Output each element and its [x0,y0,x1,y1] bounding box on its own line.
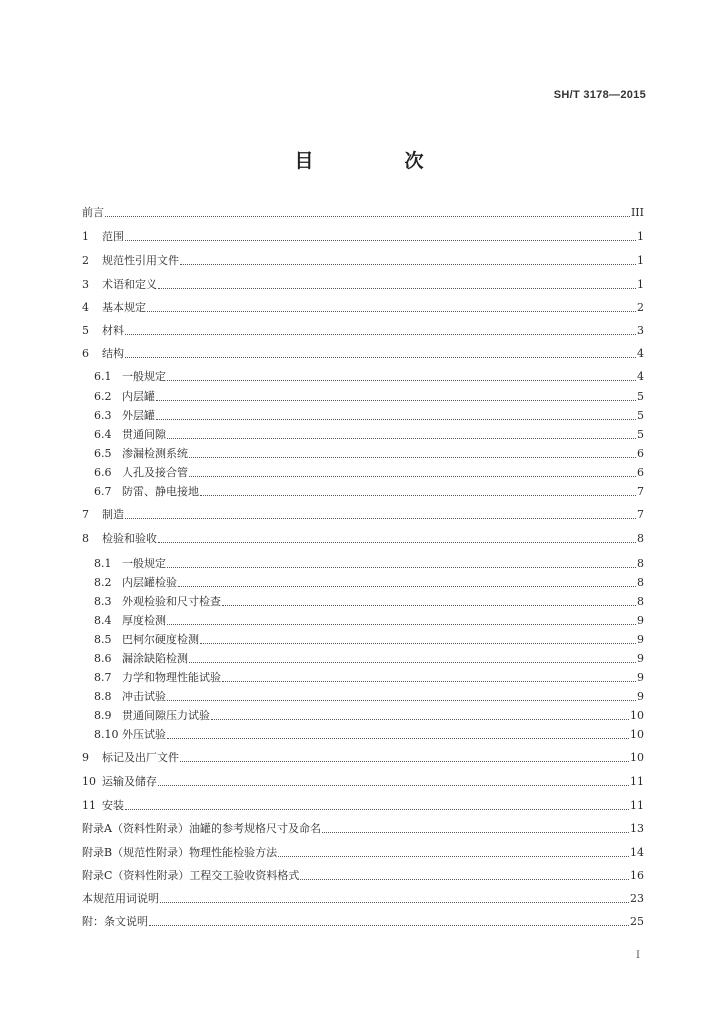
toc-entry-label: 一般规定 [122,557,166,570]
toc-entry-label: 附录A（资料性附录）油罐的参考规格尺寸及命名 [82,822,321,835]
toc-leader-dots [278,856,629,857]
toc-leader-dots [200,495,636,496]
toc-entry-number: 6.3 [94,409,112,422]
toc-entry-page: 6 [637,447,644,460]
toc-entry[interactable] [82,202,644,220]
toc-entry-page: 8 [637,532,644,545]
toc-entry-label: 本规范用词说明 [82,892,159,905]
toc-entry-page: 8 [637,557,644,570]
toc-leader-dots [125,240,636,241]
toc-leader-dots [105,216,630,217]
toc-subentry[interactable] [94,629,644,647]
toc-entry-number: 8.1 [94,557,112,570]
toc-entry-label: 渗漏检测系统 [122,447,188,460]
toc-entry-label: 力学和物理性能试验 [122,671,221,684]
toc-entry-label: 检验和验收 [102,532,157,545]
toc-leader-dots [178,586,636,587]
toc-subentry[interactable] [94,462,644,480]
toc-entry-page: 1 [637,278,644,291]
toc-leader-dots [167,738,629,739]
toc-leader-dots [125,357,636,358]
toc-subentry[interactable] [94,572,644,590]
toc-leader-dots [222,605,636,606]
toc-entry[interactable] [82,343,644,361]
toc-subentry[interactable] [94,724,644,742]
toc-entry-number: 4 [82,301,89,314]
toc-entry-page: 9 [637,690,644,703]
toc-leader-dots [156,419,636,420]
toc-leader-dots [189,662,636,663]
toc-entry-number: 6.4 [94,428,112,441]
toc-entry-number: 8.10 [94,728,119,741]
toc-entry-page: 5 [637,409,644,422]
toc-entry-page: 5 [637,428,644,441]
toc-entry[interactable] [82,504,644,522]
toc-entry[interactable] [82,226,644,244]
toc-subentry[interactable] [94,481,644,499]
toc-entry-number: 1 [82,230,89,243]
page-number: I [636,950,640,961]
toc-entry-page: 10 [630,709,644,722]
toc-leader-dots [125,809,629,810]
toc-entry-page: 5 [637,390,644,403]
toc-entry-number: 2 [82,254,89,267]
toc-entry-label: 贯通间隙 [122,428,166,441]
toc-leader-dots [125,518,636,519]
toc-entry-number: 10 [82,775,96,788]
toc-entry[interactable] [82,274,644,292]
toc-entry-page: 4 [637,370,644,383]
toc-entry-number: 8.4 [94,614,112,627]
toc-entry-page: 9 [637,671,644,684]
toc-entry[interactable] [82,747,644,765]
toc-leader-dots [158,542,636,543]
toc-entry-label: 运输及储存 [102,775,157,788]
toc-leader-dots [189,476,636,477]
toc-entry-label: 材料 [102,324,124,337]
toc-entry-number: 9 [82,751,89,764]
toc-entry-number: 8.5 [94,633,112,646]
toc-entry-number: 7 [82,508,89,521]
toc-entry-label: 外观检验和尺寸检查 [122,595,221,608]
toc-leader-dots [167,567,636,568]
toc-entry-page: 10 [630,728,644,741]
toc-entry-label: 前言 [82,206,104,219]
toc-entry-page: 9 [637,614,644,627]
toc-leader-dots [300,879,629,880]
toc-subentry[interactable] [94,648,644,666]
page-title: 目 次 [294,150,460,172]
toc-entry[interactable] [82,528,644,546]
toc-entry[interactable] [82,297,644,315]
toc-entry-page: 10 [630,751,644,764]
toc-entry-page: 16 [630,869,644,882]
toc-entry-page: 11 [630,775,644,788]
toc-entry-page: 7 [637,508,644,521]
toc-entry-number: 8.2 [94,576,112,589]
toc-subentry[interactable] [94,610,644,628]
toc-leader-dots [167,624,636,625]
toc-entry-label: 巴柯尔硬度检测 [122,633,199,646]
toc-leader-dots [149,925,629,926]
toc-entry-page: 9 [637,652,644,665]
toc-entry-label: 人孔及接合管 [122,466,188,479]
toc-leader-dots [167,700,636,701]
toc-entry-page: 23 [630,892,644,905]
toc-entry-page: 9 [637,633,644,646]
toc-entry-label: 基本规定 [102,301,146,314]
toc-subentry[interactable] [94,443,644,461]
toc-entry-page: 8 [637,576,644,589]
toc-subentry[interactable] [94,424,644,442]
toc-entry[interactable] [82,818,644,836]
toc-leader-dots [147,311,636,312]
toc-leader-dots [222,681,636,682]
toc-entry-number: 11 [82,799,96,812]
toc-entry-label: 附录B（规范性附录）物理性能检验方法 [82,846,278,859]
toc-entry-label: 内层罐 [122,390,155,403]
toc-entry-page: 13 [630,822,644,835]
toc-entry[interactable] [82,842,644,860]
toc-entry-page: 25 [630,915,644,928]
toc-entry-label: 安装 [102,799,124,812]
toc-entry-number: 6.5 [94,447,112,460]
toc-entry-label: 冲击试验 [122,690,166,703]
toc-entry-number: 6.2 [94,390,112,403]
toc-entry[interactable] [82,888,644,906]
toc-leader-dots [158,288,636,289]
toc-entry-label: 漏涂缺陷检测 [122,652,188,665]
toc-entry-number: 8.8 [94,690,112,703]
toc-entry-page: 7 [637,485,644,498]
toc-entry-number: 8.6 [94,652,112,665]
toc-entry-label: 防雷、静电接地 [122,485,199,498]
toc-entry-number: 8.3 [94,595,112,608]
toc-entry-number: 6 [82,347,89,360]
toc-subentry[interactable] [94,553,644,571]
toc-entry-number: 3 [82,278,89,291]
toc-entry-label: 结构 [102,347,124,360]
toc-entry[interactable] [82,771,644,789]
toc-entry-number: 8 [82,532,89,545]
toc-entry-label: 标记及出厂文件 [102,751,179,764]
toc-entry-page: 11 [630,799,644,812]
toc-entry-page: 1 [637,254,644,267]
toc-subentry[interactable] [94,686,644,704]
toc-subentry[interactable] [94,667,644,685]
toc-entry-label: 内层罐检验 [122,576,177,589]
toc-subentry[interactable] [94,405,644,423]
toc-entry-page: 14 [630,846,644,859]
toc-entry-label: 外压试验 [122,728,166,741]
toc-subentry[interactable] [94,386,644,404]
toc-leader-dots [211,719,629,720]
toc-leader-dots [125,334,636,335]
toc-entry[interactable] [82,795,644,813]
toc-entry[interactable] [82,865,644,883]
toc-entry-number: 6.6 [94,466,112,479]
toc-entry-page: 6 [637,466,644,479]
toc-entry-label: 规范性引用文件 [102,254,179,267]
toc-leader-dots [167,380,636,381]
toc-entry-label: 术语和定义 [102,278,157,291]
toc-entry-label: 制造 [102,508,124,521]
toc-entry-label: 一般规定 [122,370,166,383]
toc-leader-dots [158,785,629,786]
toc-entry-label: 贯通间隙压力试验 [122,709,210,722]
toc-entry-page: 1 [637,230,644,243]
toc-leader-dots [180,761,629,762]
toc-subentry[interactable] [94,366,644,384]
toc-entry-number: 8.9 [94,709,112,722]
toc-entry-label: 附：条文说明 [82,915,148,928]
toc-entry-number: 5 [82,324,89,337]
toc-entry-page: 4 [637,347,644,360]
toc-entry-number: 6.1 [94,370,112,383]
toc-entry-label: 外层罐 [122,409,155,422]
toc-leader-dots [200,643,636,644]
toc-leader-dots [167,438,636,439]
toc-entry[interactable] [82,250,644,268]
toc-leader-dots [180,264,636,265]
toc-entry-page: 8 [637,595,644,608]
toc-leader-dots [156,400,636,401]
toc-entry-number: 6.7 [94,485,112,498]
toc-entry[interactable] [82,320,644,338]
toc-entry-label: 范围 [102,230,124,243]
toc-subentry[interactable] [94,705,644,723]
toc-entry-page: 2 [637,301,644,314]
toc-entry-label: 厚度检测 [122,614,166,627]
toc-entry-page: III [630,206,644,219]
toc-subentry[interactable] [94,591,644,609]
toc-entry-label: 附录C（资料性附录）工程交工验收资料格式 [82,869,300,882]
toc-entry[interactable] [82,911,644,929]
toc-leader-dots [160,902,629,903]
toc-entry-number: 8.7 [94,671,112,684]
document-code: SH/T 3178—2015 [553,89,646,101]
toc-leader-dots [189,457,636,458]
toc-entry-page: 3 [637,324,644,337]
toc-leader-dots [322,832,629,833]
